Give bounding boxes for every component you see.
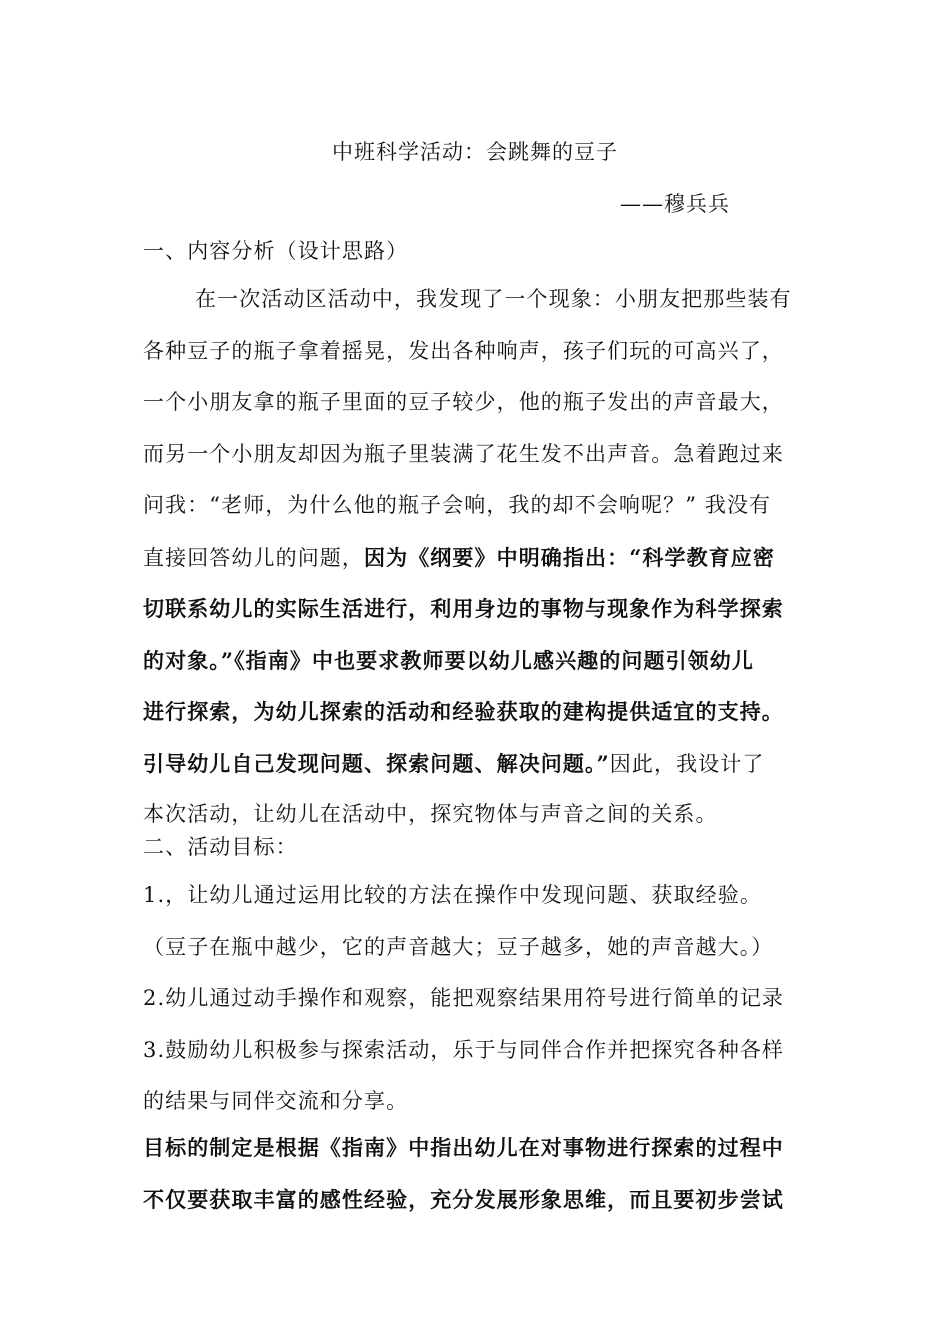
activity-goals-list (143, 870, 823, 1128)
paragraph-line: 而另一个小朋友却因为瓶子里装满了花生发不出声音。急着跑过来 (143, 441, 784, 466)
paragraph-text: 因此，我设计了 (609, 751, 765, 776)
document-author: ——穆兵兵 (620, 192, 730, 216)
paragraph-line: 问我：“老师，为什么他的瓶子会响，我的却不会响呢？” 我没有 (143, 493, 772, 517)
paragraph-line: 本次活动，让幼儿在活动中，探究物体与声音之间的关系。 (143, 802, 718, 826)
goal-item-3: 3.鼓励幼儿积极参与探索活动，乐于与同伴合作并把探究各种各样 (143, 1037, 785, 1062)
paragraph-line-mixed (143, 532, 823, 584)
goal-item-1-note: （豆子在瓶中越少，它的声音越大；豆子越多，她的声音越大。） (143, 934, 774, 959)
paragraph-text: 直接回答幼儿的问题， (143, 545, 364, 570)
document-title: 中班科学活动：会跳舞的豆子 (332, 140, 618, 164)
paragraph-line: 不仅要获取丰富的感性经验，充分发展形象思维，而且要初步尝试 (143, 1186, 784, 1212)
quoted-guideline-line: 切联系幼儿的实际生活进行，利用身边的事物与现象作为科学探索 (143, 596, 784, 621)
goal-item-2: 2.幼儿通过动手操作和观察，能把观察结果用符号进行简单的记录 (143, 986, 785, 1010)
section-heading-content-analysis (143, 226, 823, 278)
design-rationale-paragraph (143, 274, 823, 841)
quoted-guideline-line: 的对象。”《指南》中也要求教师要以幼儿感兴趣的问题引领幼儿 (143, 647, 754, 673)
quoted-guideline-text: 因为《纲要》中明确指出：“科学教育应密 (364, 544, 775, 570)
section-heading-text: 二、活动目标： (143, 835, 298, 859)
paragraph-line: 在一次活动区活动中，我发现了一个现象：小朋友把那些装有 (195, 287, 792, 311)
paragraph-line: 各种豆子的瓶子拿着摇晃，发出各种响声，孩子们玩的可高兴了， (143, 338, 784, 363)
quoted-guideline-line: 进行探索，为幼儿探索的活动和经验获取的建构提供适宜的支持。 (143, 699, 784, 724)
section-heading-text: 一、内容分析（设计思路） (143, 239, 409, 263)
goal-item-1: 1.，让幼儿通过运用比较的方法在操作中发现问题、获取经验。 (143, 883, 762, 907)
paragraph-line: 一个小朋友拿的瓶子里面的豆子较少，他的瓶子发出的声音最大， (143, 390, 784, 414)
goal-rationale-paragraph (143, 1122, 823, 1225)
quoted-guideline-text: 引导幼儿自己发现问题、探索问题、解决问题。” (143, 750, 610, 776)
paragraph-line: 目标的制定是根据《指南》中指出幼儿在对事物进行探索的过程中 (143, 1135, 784, 1160)
paragraph-line-mixed (143, 738, 823, 790)
section-heading-activity-goals (143, 822, 823, 874)
goal-item-3-continued: 的结果与同伴交流和分享。 (143, 1089, 409, 1113)
